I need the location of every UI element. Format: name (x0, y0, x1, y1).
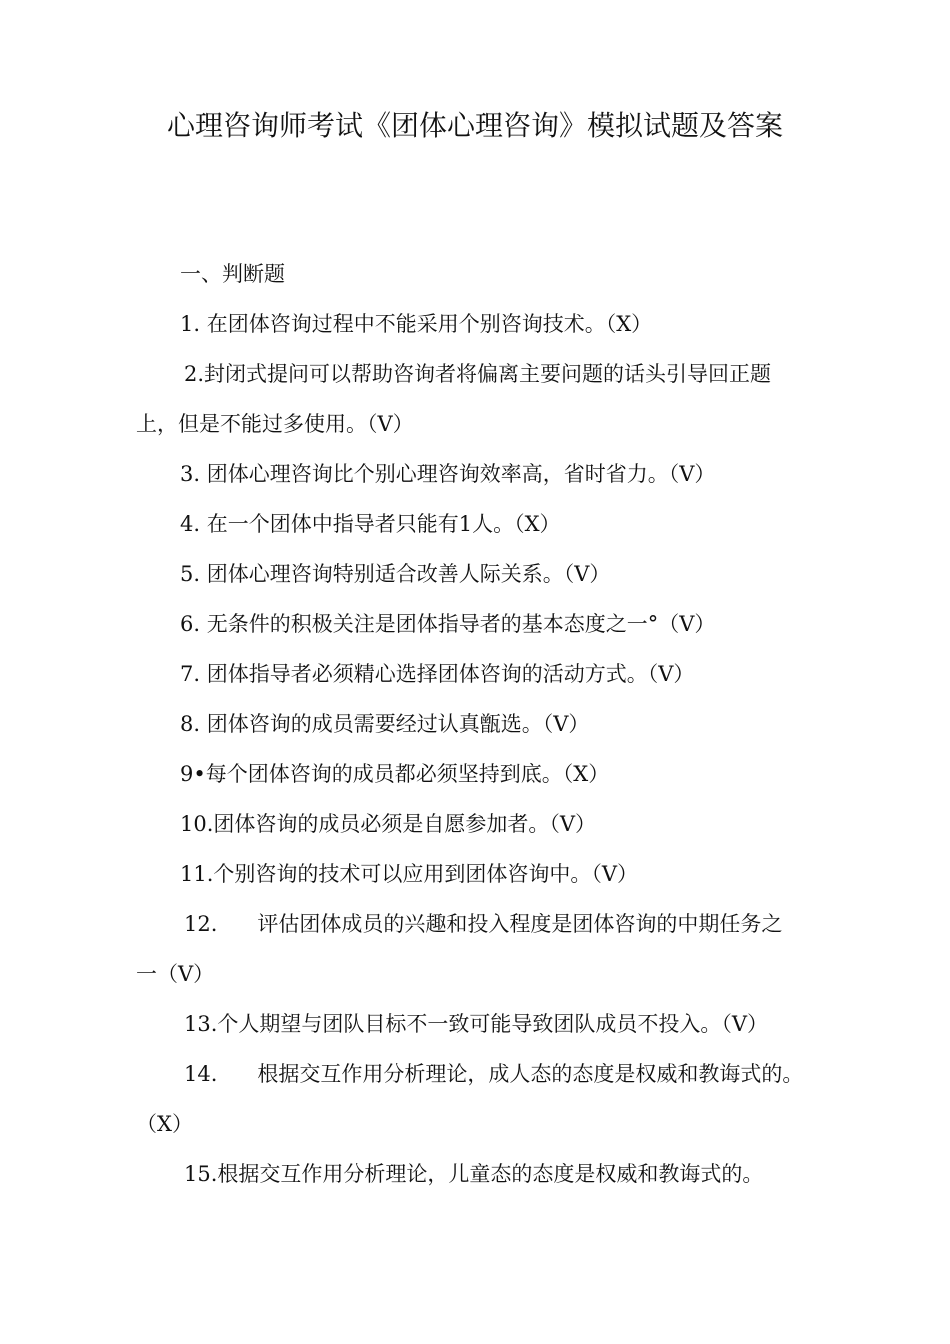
question-10: 10.团体咨询的成员必须是自愿参加者。（V） (180, 812, 597, 836)
question-12-number: 12. (184, 912, 218, 936)
section-heading: 一、判断题 (180, 262, 285, 286)
question-12 (184, 909, 782, 939)
question-13: 13.个人期望与团队目标不一致可能导致团队成员不投入。（V） (184, 1012, 769, 1036)
question-4: 4. 在一个团体中指导者只能有1人。（X） (180, 512, 561, 536)
question-12-continuation: 一（V） (136, 962, 215, 986)
question-14-text: 根据交互作用分析理论，成人态的态度是权威和教诲式的。 (257, 1062, 804, 1086)
question-14-continuation: （X） (136, 1112, 193, 1136)
question-5: 5. 团体心理咨询特别适合改善人际关系。（V） (180, 562, 611, 586)
question-2-continuation: 上，但是不能过多使用。（V） (136, 412, 414, 436)
question-14-number: 14. (184, 1062, 218, 1086)
question-11: 11.个别咨询的技术可以应用到团体咨询中。（V） (180, 862, 639, 886)
question-8: 8. 团体咨询的成员需要经过认真甑选。（V） (180, 712, 590, 736)
question-1: 1. 在团体咨询过程中不能采用个别咨询技术。（X） (180, 312, 653, 336)
question-12-text: 评估团体成员的兴趣和投入程度是团体咨询的中期任务之 (257, 912, 783, 936)
question-9: 9•每个团体咨询的成员都必须坚持到底。（X） (180, 762, 610, 786)
question-7: 7. 团体指导者必须精心选择团体咨询的活动方式。（V） (180, 662, 695, 686)
question-2: 2.封闭式提问可以帮助咨询者将偏离主要问题的话头引导回正题 (184, 362, 772, 386)
question-15: 15.根据交互作用分析理论，儿童态的态度是权威和教诲式的。 (184, 1162, 764, 1186)
question-6: 6. 无条件的积极关注是团体指导者的基本态度之一°（V） (180, 612, 716, 636)
question-14 (184, 1059, 803, 1089)
question-3: 3. 团体心理咨询比个别心理咨询效率高，省时省力。（V） (180, 462, 716, 486)
document-title: 心理咨询师考试《团体心理咨询》模拟试题及答案 (166, 109, 783, 142)
